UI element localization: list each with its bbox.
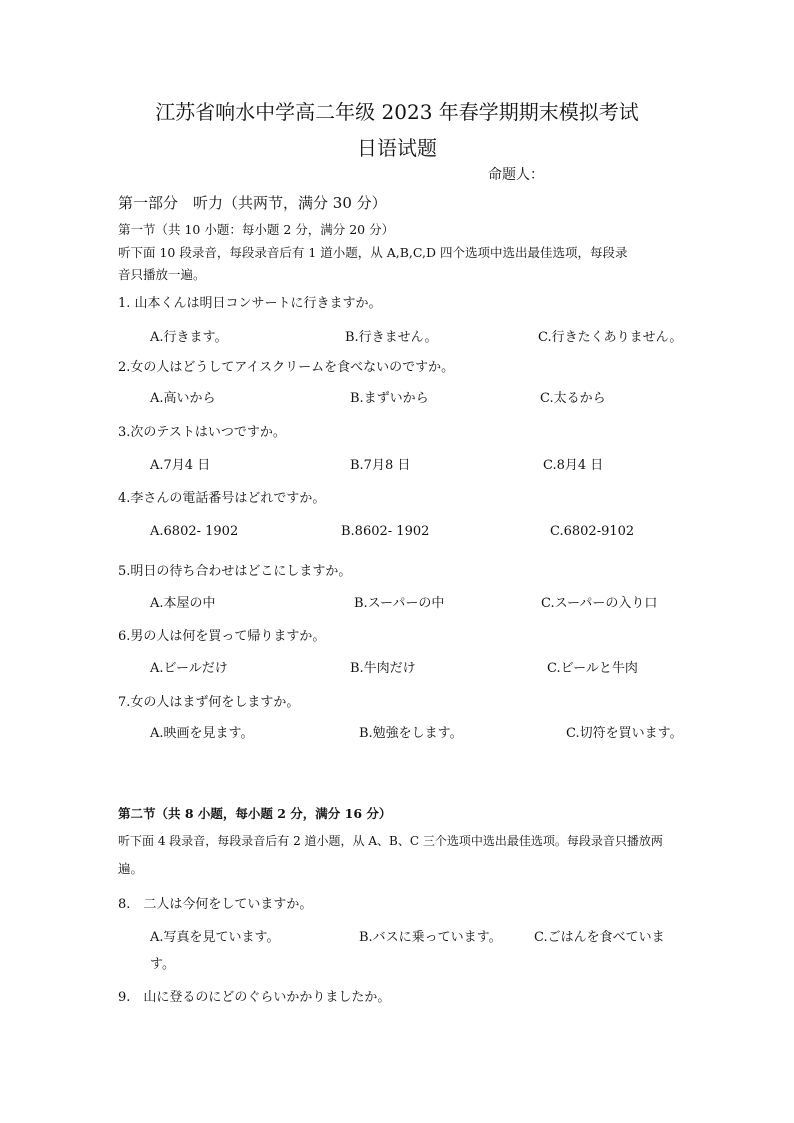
question-7-option-b: B.勉強をします。: [359, 726, 463, 741]
question-7: 7.女の人はまず何をしますか。: [118, 695, 300, 710]
question-2-option-c: C.太るから: [540, 391, 606, 406]
question-4-option-b: B.8602- 1902: [341, 524, 430, 539]
section2-heading: 第二节（共 8 小题，每小题 2 分，满分 16 分）: [118, 806, 392, 821]
question-4: 4.李さんの電話番号はどれですか。: [118, 491, 326, 506]
question-2: 2.女の人はどうしてアイスクリームを食べないのですか。: [118, 360, 455, 375]
question-9: 9. 山に登るのにどのぐらいかかりましたか。: [118, 990, 391, 1005]
exam-title: 江苏省响水中学高二年级 2023 年春学期期末模拟考试: [155, 100, 639, 124]
question-5-option-b: B.スーパーの中: [354, 596, 445, 611]
question-1-option-c: C.行きたくありません。: [538, 330, 683, 345]
question-5: 5.明日の待ち合わせはどこにしますか。: [118, 564, 352, 579]
question-3-option-b: B.7月8 日: [350, 458, 411, 473]
section2-instructions-line2: 遍。: [118, 861, 144, 876]
part1-heading: 第一部分 听力（共两节，满分 30 分）: [118, 194, 387, 212]
question-3-option-c: C.8月4 日: [543, 458, 604, 473]
question-6-option-a: A.ビールだけ: [150, 661, 228, 676]
author-label: 命题人：: [488, 167, 544, 183]
question-6-option-b: B.牛肉だけ: [350, 661, 416, 676]
exam-subtitle: 日语试题: [357, 136, 437, 160]
question-3: 3.次のテストはいつですか。: [118, 425, 286, 440]
question-1-option-a: A.行きます。: [150, 330, 228, 345]
question-8-option-c: C.ごはんを食べていま: [534, 930, 665, 945]
question-5-option-a: A.本屋の中: [150, 596, 216, 611]
question-1: 1. 山本くんは明日コンサートに行きますか。: [118, 296, 382, 311]
section1-instructions-line2: 音只播放一遍。: [118, 267, 206, 282]
question-4-option-c: C.6802-9102: [550, 524, 635, 539]
question-1-option-b: B.行きません。: [345, 330, 438, 345]
question-6-option-c: C.ビールと牛肉: [547, 661, 638, 676]
question-8: 8. 二人は今何をしていますか。: [118, 897, 313, 912]
question-8-option-b: B.バスに乗っています。: [359, 930, 502, 945]
section1-heading: 第一节（共 10 小题：每小题 2 分，满分 20 分）: [118, 222, 395, 237]
question-8-option-a: A.写真を見ています。: [150, 930, 280, 945]
question-4-option-a: A.6802- 1902: [150, 524, 239, 539]
question-2-option-b: B.まずいから: [350, 391, 429, 406]
question-3-option-a: A.7月4 日: [150, 458, 211, 473]
section1-instructions-line1: 听下面 10 段录音，每段录音后有 1 道小题，从 A,B,C,D 四个选项中选出最佳选项，每段录: [118, 245, 628, 260]
question-5-option-c: C.スーパーの入り口: [541, 596, 658, 611]
question-6: 6.男の人は何を買って帰りますか。: [118, 629, 326, 644]
question-7-option-c: C.切符を買います。: [566, 726, 683, 741]
question-2-option-a: A.高いから: [150, 391, 216, 406]
question-8-option-c-wrap: す。: [150, 957, 175, 972]
question-7-option-a: A.映画を見ます。: [150, 726, 254, 741]
section2-instructions-line1: 听下面 4 段录音，每段录音后有 2 道小题，从 A、B、C 三个选项中选出最佳选项。每段录音只播放两: [118, 834, 663, 848]
